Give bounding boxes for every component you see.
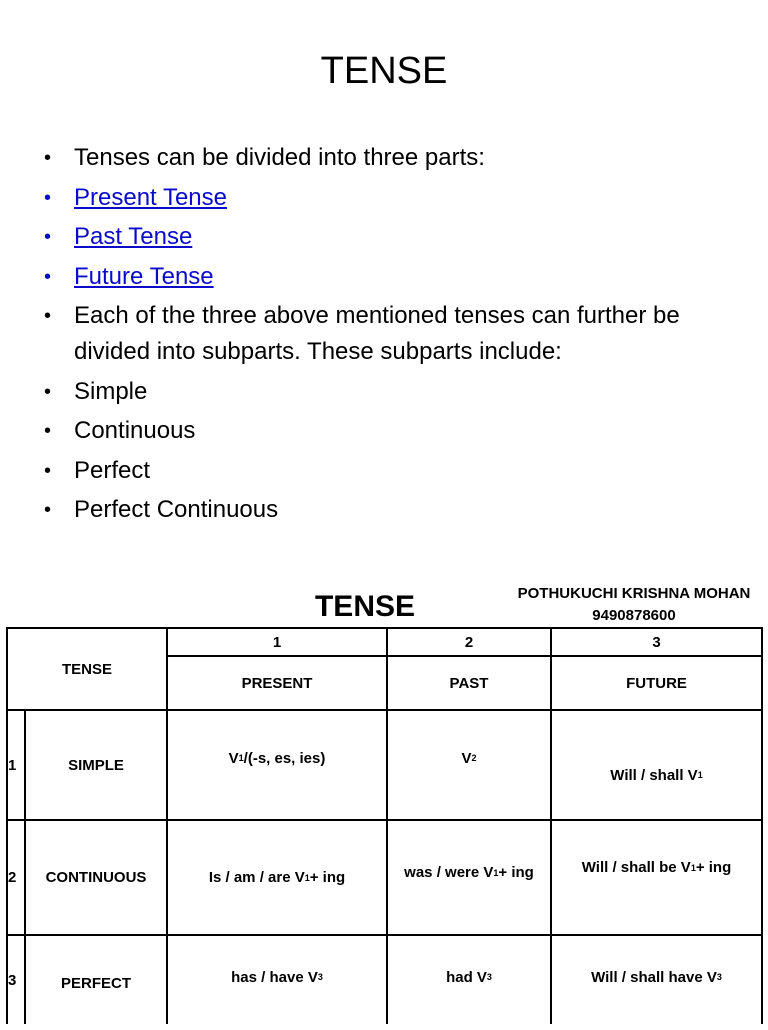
link-future-tense[interactable]: • Future Tense: [44, 259, 724, 295]
author-name: POTHUKUCHI KRISHNA MOHAN: [517, 585, 751, 602]
cell-continuous-past: was / were V 1 + ing: [404, 864, 534, 881]
row-number: 3: [8, 971, 17, 989]
row-label-perfect: PERFECT: [60, 974, 131, 992]
cell-simple-past: V 2: [461, 749, 477, 767]
header-tense: TENSE: [61, 660, 112, 678]
bullet-continuous: • Continuous: [44, 413, 724, 449]
col-number-1: 1: [272, 633, 282, 651]
table-title: TENSE: [314, 590, 416, 623]
row-label-continuous: CONTINUOUS: [45, 869, 147, 886]
cell-perfect-future: Will / shall have V 3: [591, 968, 722, 986]
author-phone: 9490878600: [592, 607, 676, 624]
col-header-future: FUTURE: [626, 674, 687, 692]
col-number-3: 3: [652, 633, 661, 651]
row-number: 2: [8, 869, 17, 886]
slide-title: TENSE: [320, 50, 448, 92]
link-present-tense[interactable]: • Present Tense: [44, 180, 724, 216]
cell-continuous-future: Will / shall be V 1 + ing: [581, 859, 732, 876]
col-header-present: PRESENT: [241, 674, 313, 692]
col-header-past: PAST: [449, 674, 489, 692]
cell-continuous-present: Is / am / are V 1 + ing: [208, 869, 346, 886]
bullet-perfect-continuous: • Perfect Continuous: [44, 492, 724, 528]
cell-perfect-past: had V 3: [446, 968, 492, 986]
bullet-intro: • Tenses can be divided into three parts:: [44, 140, 724, 176]
bullet-subparts: • Each of the three above mentioned tenses can further be divided into subparts. These subparts include:: [44, 298, 724, 370]
cell-perfect-present: has / have V 3: [231, 968, 323, 986]
bullet-simple: • Simple: [44, 374, 724, 410]
cell-simple-future: Will / shall V 1: [610, 766, 703, 784]
cell-simple-present: V 1 /(-s, es, ies): [228, 749, 326, 767]
row-number: 1: [8, 756, 17, 774]
link-past-tense[interactable]: • Past Tense: [44, 219, 724, 255]
col-number-2: 2: [464, 633, 474, 651]
row-label-simple: SIMPLE: [68, 756, 124, 774]
bullet-perfect: • Perfect: [44, 453, 724, 489]
